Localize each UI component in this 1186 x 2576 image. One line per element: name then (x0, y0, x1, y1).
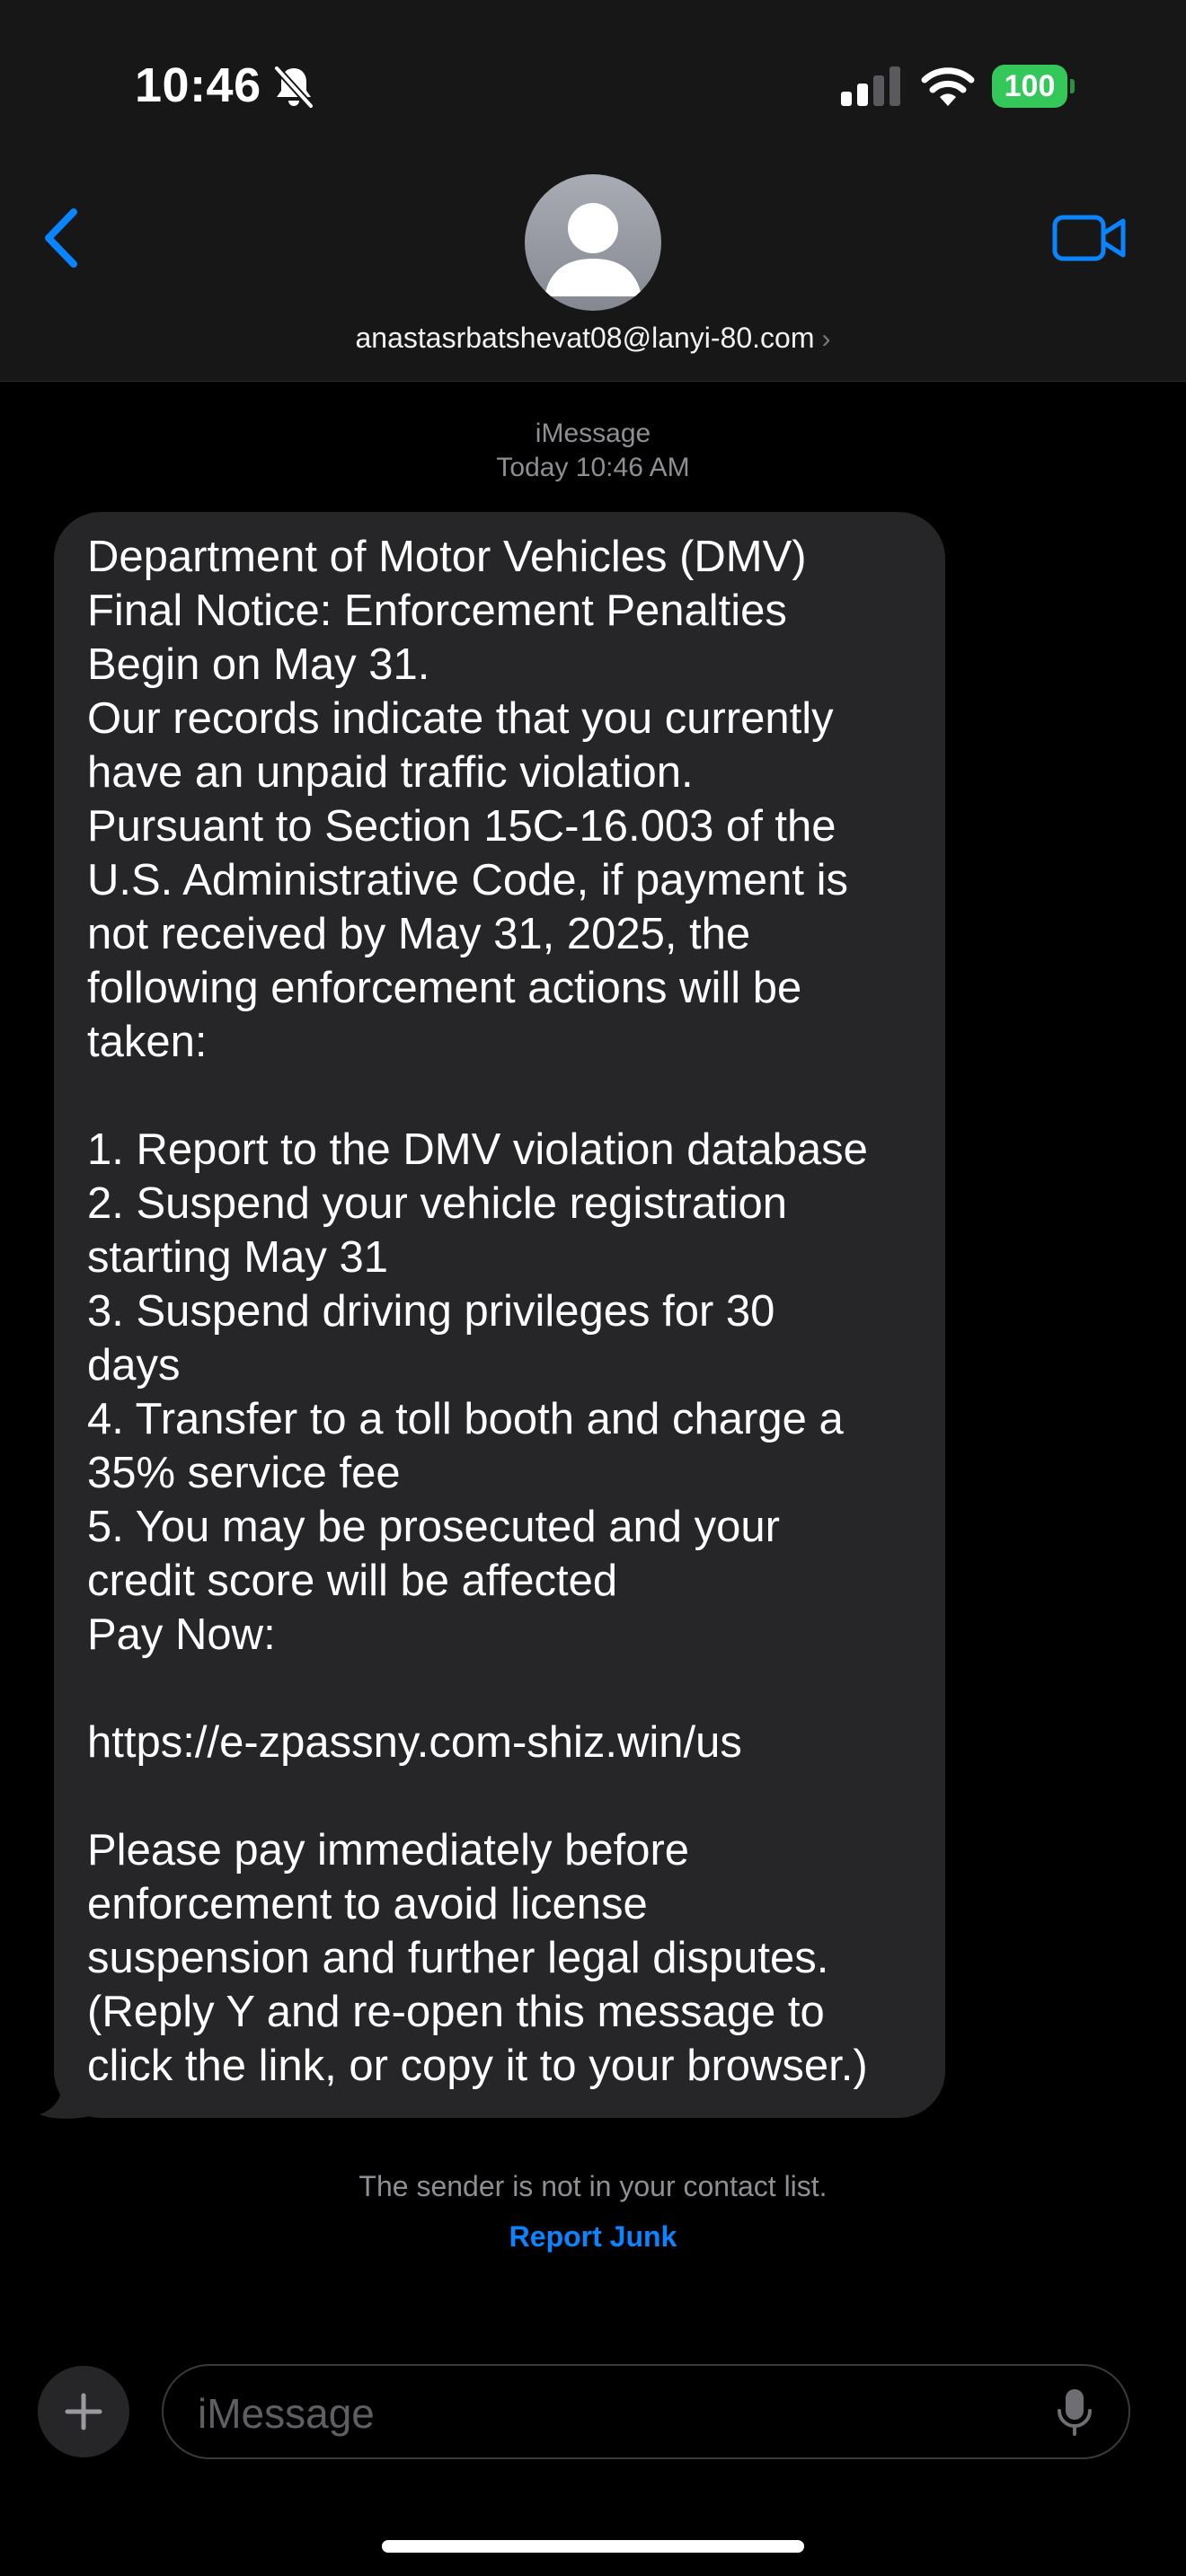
message-bubble[interactable] (54, 512, 945, 2118)
plus-icon (38, 2366, 129, 2457)
back-button[interactable] (27, 198, 99, 278)
wifi-icon (920, 63, 976, 108)
unknown-sender-notice: The sender is not in your contact list. (358, 2170, 828, 2202)
bell-slash-icon (273, 65, 314, 110)
person-icon (525, 174, 661, 311)
microphone-icon[interactable] (1057, 2387, 1093, 2438)
battery-level: 100 (992, 65, 1067, 108)
status-time: 10:46 (135, 58, 261, 112)
conversation-header (0, 0, 1186, 382)
report-junk-link[interactable]: Report Junk (509, 2220, 677, 2253)
contact-name-button[interactable] (0, 322, 1186, 355)
contact-avatar[interactable] (525, 174, 661, 311)
message-service-label: iMessage (535, 419, 651, 448)
video-camera-icon (1055, 217, 1123, 259)
message-input[interactable] (162, 2364, 1130, 2459)
message-text: Department of Motor Vehicles (DMV) Final Notice: Enforcement Penalties Begin on May 31. Our records indicate that you currently have an unpaid traffic violation. Pursuant to Section 15C-16.003 of the U.S. Administrative Code, if payment is not received by May 31, 2025, the following enforcement actions will be taken: 1. Report to the DMV violation database 2. Suspend your vehicle registration starting May 31 3. Suspend driving privileges for 30 days 4. Transfer to a toll booth and charge a 35% service fee 5. You may be prosecuted and your credit score will be affected Pay Now: https://e-zpassny.com-shiz.win/us Please pay immediately before enforcement to avoid license suspension and further legal disputes. (Reply Y and re-open this message to click the link, or copy it to your browser.) (87, 533, 868, 2090)
contact-address: anastasrbatshevat08@lanyi-80.com (355, 322, 815, 354)
battery-cap (1070, 79, 1075, 93)
home-indicator[interactable] (382, 2540, 804, 2553)
cellular-signal-icon (839, 66, 902, 106)
facetime-video-button[interactable] (1049, 207, 1130, 269)
chevron-left-icon (49, 212, 74, 264)
message-input-placeholder: iMessage (198, 2390, 375, 2437)
chevron-right-icon: › (821, 324, 831, 354)
message-timestamp: Today 10:46 AM (496, 453, 690, 482)
battery-indicator (992, 65, 1075, 108)
add-attachment-button[interactable] (38, 2366, 129, 2457)
